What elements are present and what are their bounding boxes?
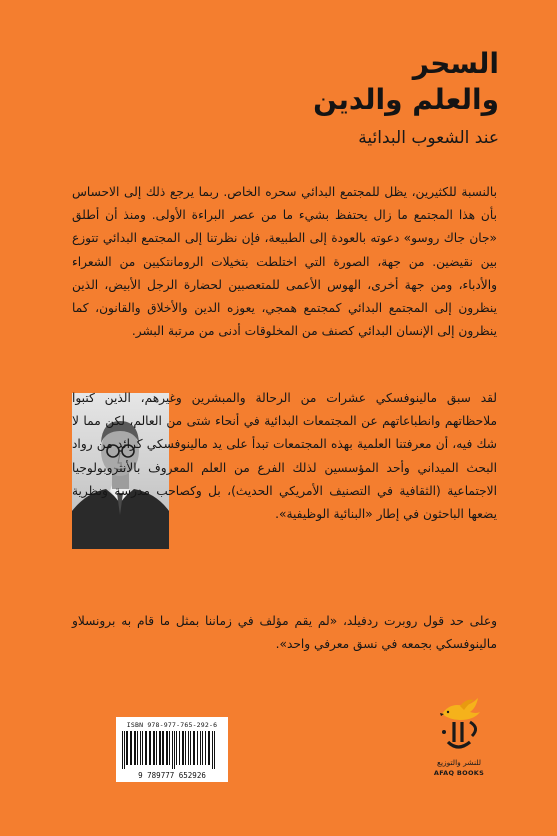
blurb-paragraph-2: لقد سبق مالينوفسكي عشرات من الرحالة والمبشرين وغيرهم، الذين كتبوا ملاحظاتهم وانطباعاتهم عن المجتمعات البدائية في أنحاء شتى من العالم، لكن مما لا شك فيه، أن معرفتنا العلمية بهذه المجتمعات تبدأ على يد مالينوفسكي كرائد من رواد البحث الميداني وأحد المؤسسين لذلك الفرع من العلم المعروف بالأنثروبولوجيا الاجتماعية (الثقافية في التصنيف الأمريكي الحديث)، بل وكصاحب مدرسة ونظرية يضعها الباحثون في إطار «البنائية الوظيفية». [72,391,497,522]
barcode-bar [124,731,125,769]
barcode-bar [169,731,170,765]
publisher-subtitle: للنشر والتوزيع [436,758,482,767]
barcode-bar [197,731,198,765]
book-subtitle: عند الشعوب البدائية [358,128,499,148]
barcode-bar [174,731,175,769]
publisher-name: AFAQ BOOKS [433,769,485,777]
barcode-bar [134,731,136,765]
barcode-bar [162,731,164,765]
barcode-bar [122,731,123,769]
barcode-bar [205,731,206,765]
barcode-bar [130,731,132,765]
barcode-bar [182,731,184,765]
barcode-bar [185,731,186,765]
blurb-paragraph-3: وعلى حد قول روبرت ردفيلد، «لم يقم مؤلف في زماننا بمثل ما قام به برونسلاو مالينوفسكي بجمعه في نسق معرفي واحد». [72,614,497,652]
barcode-digits: 9 789777 652926 [138,771,206,780]
publisher-logo [424,692,494,782]
barcode-bar [202,731,203,765]
barcode-bar [172,731,173,769]
barcode-bar [214,731,215,769]
barcode-bar [149,731,151,765]
title-block [199,46,499,150]
barcode-bar [208,731,210,765]
barcode-bar [179,731,180,765]
book-title-line-1: السحر [412,47,499,80]
barcode-bar [145,731,147,765]
barcode-bar [200,731,201,765]
barcode-bar [188,731,189,765]
barcode-bar [166,731,168,765]
isbn-number: ISBN 978-977-765-292-6 [126,721,218,729]
barcode-bar [156,731,157,765]
barcode-bar [140,731,141,765]
barcode-bar [153,731,155,765]
barcode-bar [159,731,161,765]
barcode-bar [176,731,177,765]
barcode-bar [142,731,143,765]
barcode-bar [193,731,195,765]
bird-logo-icon [430,692,488,756]
book-title-line-2: والعلم والدين [313,83,499,116]
barcode-bar [212,731,213,769]
barcode-bars [120,731,224,769]
barcode-bar [126,731,128,765]
barcode-bar [190,731,191,765]
isbn-barcode [116,717,228,782]
blurb-paragraph-1: بالنسبة للكثيرين، يظل للمجتمع البدائي سحره الخاص. ربما يرجع ذلك إلى الاحساس بأن هذا المجتمع ما زال يحتفظ بشيء ما من عصر البراءة الأولى. ومنذ أن أطلق «جان جاك روسو» دعوته بالعودة إلى الطبيعة، فإن نظرتنا إلى المجتمع البدائي تتوزع بين نقيضين. من جهة، الصورة التي اختلطت بتخيلات الرومانتكيين من الشعراء والأدباء، ومن جهة أخرى، الهوس الأعمى للمتعصبين لحضارة الرجل الأبيض، الذين ينظرون إلى المجتمع البدائي كمجتمع همجي، يعوزه الدين والأخلاق والقانون، كما ينظرون إلى الإنسان البدائي كصنف من المخلوقات أدنى من مرتبة البشر. [72,185,497,339]
barcode-bar [137,731,138,765]
